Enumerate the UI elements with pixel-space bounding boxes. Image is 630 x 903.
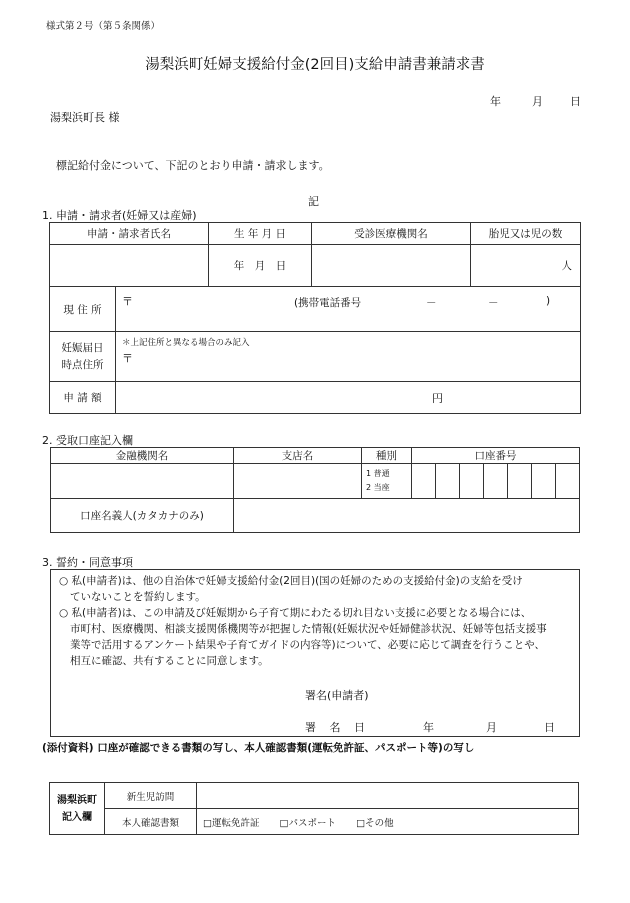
account-digit-3[interactable] [460,464,484,499]
bank-table [50,447,580,533]
account-digit-2[interactable] [436,464,460,499]
section1-heading: 1. 申請・請求者(妊婦又は産婦) [42,209,197,222]
office-label [50,783,105,835]
pregnancy-address-label-line2: 時点住所 [61,358,104,371]
sign-date-label: 署 名 日 [305,721,370,734]
account-digit-7[interactable] [556,464,580,499]
id-document-options [197,809,579,835]
header-type: 種別 [362,448,412,464]
amount-field[interactable] [116,382,581,414]
sign-month: 月 [486,721,497,734]
checkbox-passport[interactable]: □パスポート [279,817,337,829]
header-branch: 支店名 [234,448,362,464]
consent-item2-line3: 業等で活用するアンケート結果や子育てガイドの内容等)について、必要に応じて調査を行うことや、 [70,639,546,651]
signature-label: 署名(申請者) [305,689,369,702]
header-name: 申請・請求者氏名 [50,223,209,245]
office-label-line1: 湯梨浜町 [57,794,97,806]
attachment-note: (添付資料) 口座が確認できる書類の写し、本人確認書類(運転免許証、パスポート等)の写し [42,742,475,754]
consent-item1-line2: ていないことを誓約します。 [70,591,206,603]
checkbox-other[interactable]: □その他 [356,817,394,829]
phone-label: (携帯電話番号 [294,297,362,309]
page-title: 湯梨浜町妊婦支援給付金(2回目)支給申請書兼請求書 [145,57,485,73]
id-document-label: 本人確認書類 [105,809,197,835]
pregnancy-address-label-line1: 妊娠届日 [61,341,104,354]
account-type-field[interactable] [362,464,412,499]
account-digit-6[interactable] [532,464,556,499]
header-birth: 生 年 月 日 [209,223,312,245]
address-field[interactable] [116,287,581,332]
newborn-visit-label: 新生児訪問 [105,783,197,809]
checkbox-drivers-license[interactable]: □運転免許証 [203,817,260,829]
type-option-2[interactable]: 2 当座 [366,483,390,492]
applicant-name-field[interactable] [50,245,209,287]
amount-label: 申 請 額 [50,382,116,414]
form-number: 様式第２号（第５条関係） [46,21,161,32]
signature-field[interactable] [381,680,571,702]
holder-name-field[interactable] [234,499,580,533]
consent-box [50,569,580,737]
holder-label: 口座名義人(カタカナのみ) [51,499,234,533]
hospital-field[interactable] [312,245,471,287]
fetus-count-field[interactable] [471,245,581,287]
header-hospital: 受診医療機関名 [312,223,471,245]
consent-item2-line4: 相互に確認、共有することに同意します。 [70,655,269,667]
pregnancy-note: ＊上記住所と異なる場合のみ記入 [122,338,250,348]
applicant-table [49,222,581,287]
fetus-unit: 人 [561,260,572,272]
consent-item2-line1: ○ 私(申請者)は、この申請及び妊娠期から子育て期にわたる切れ目ない支援に必要となる場合には、 [59,607,532,619]
type-option-1[interactable]: 1 普通 [366,469,390,478]
sign-year: 年 [423,721,434,734]
consent-item2-line2: 市町村、医療機関、相談支援関係機関等が把握した情報(妊娠状況や妊婦健診状況、妊婦等包括支援事 [70,623,547,635]
header-bank: 金融機関名 [51,448,234,464]
office-table [49,782,579,835]
pregnancy-postal-mark: 〒 [122,352,133,365]
date-year: 年 [490,95,501,108]
account-digit-1[interactable] [412,464,436,499]
ki-label: 記 [308,195,319,208]
header-fetus: 胎児又は児の数 [471,223,581,245]
intro-text: 標記給付金について、下記のとおり申請・請求します。 [56,159,330,172]
address-label: 現 住 所 [50,287,116,332]
address-table [49,286,581,414]
phone-close: ) [546,295,551,307]
pregnancy-address-field[interactable] [116,332,581,382]
birth-date-units: 年 月 日 [233,260,287,272]
account-digit-5[interactable] [508,464,532,499]
phone-dash-1: － [426,297,437,309]
pregnancy-address-label [50,332,116,382]
branch-name-field[interactable] [234,464,362,499]
section3-heading: 3. 誓約・同意事項 [42,556,133,569]
sign-day: 日 [544,721,555,734]
date-month: 月 [532,95,543,108]
header-account: 口座番号 [412,448,580,464]
amount-unit: 円 [432,392,443,405]
office-label-line2: 記入欄 [62,811,92,823]
phone-dash-2: － [488,297,499,309]
section2-heading: 2. 受取口座記入欄 [42,434,133,447]
account-digit-4[interactable] [484,464,508,499]
date-day: 日 [570,95,581,108]
addressee: 湯梨浜町長 様 [50,111,120,124]
postal-mark: 〒 [122,295,133,308]
newborn-visit-field[interactable] [197,783,579,809]
birth-date-field[interactable] [209,245,312,287]
bank-name-field[interactable] [51,464,234,499]
consent-item1-line1: ○ 私(申請者)は、他の自治体で妊婦支援給付金(2回目)(国の妊婦のための支援給付金)の支給を受け [59,575,523,587]
